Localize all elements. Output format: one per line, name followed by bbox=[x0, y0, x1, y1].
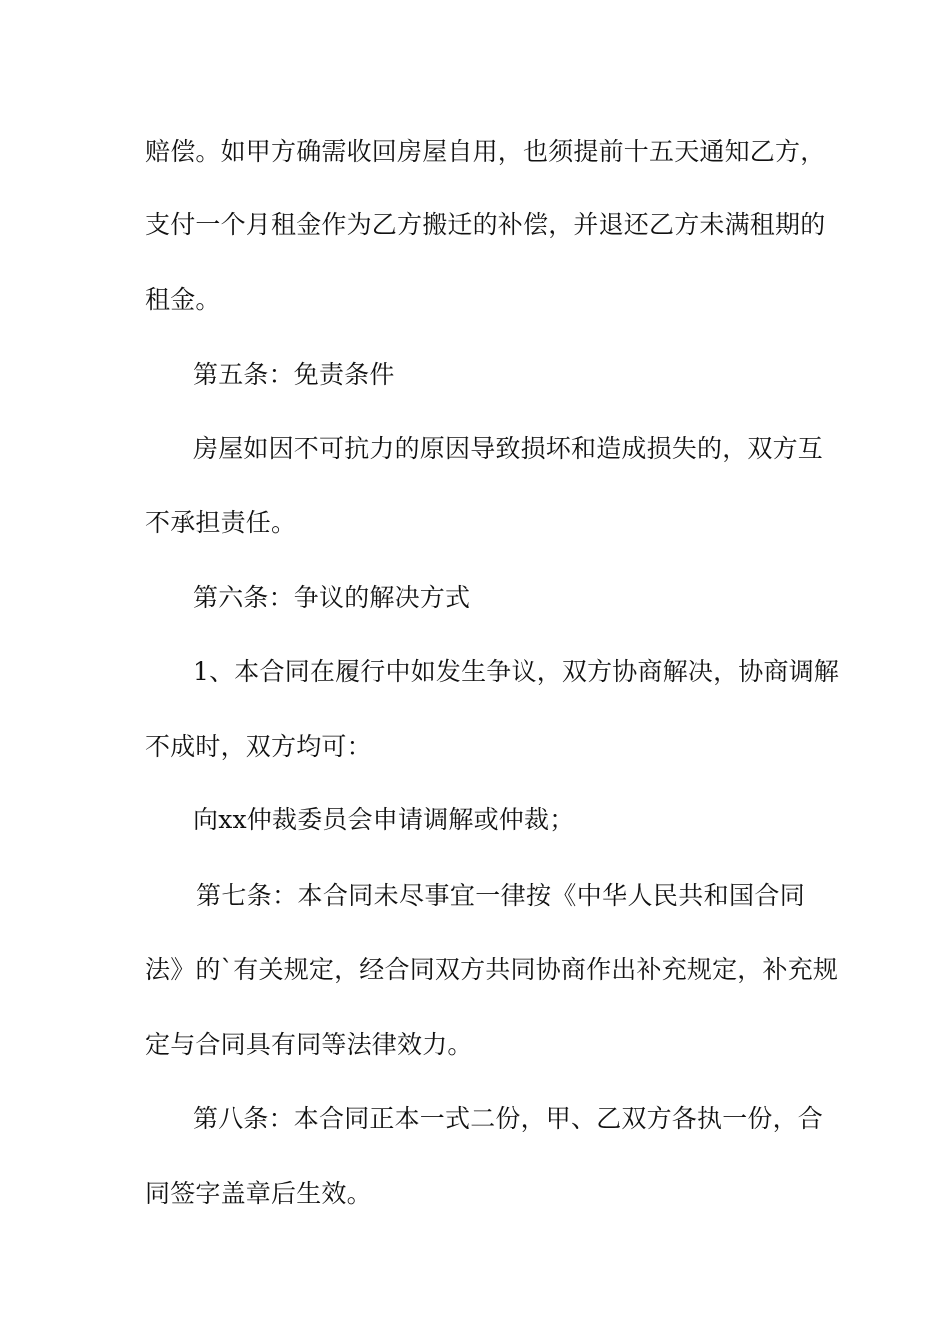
article-7-line-3: 定与合同具有同等法律效力。 bbox=[145, 1030, 473, 1059]
article-7-line-2: 法》的`有关规定，经合同双方共同协商作出补充规定，补充规 bbox=[145, 955, 839, 984]
text-line-3: 租金。 bbox=[145, 285, 221, 314]
article-7-line-1: 第七条：本合同未尽事宜一律按《中华人民共和国合同 bbox=[196, 881, 805, 910]
text-line-8: 1、本合同在履行中如发生争议，双方协商解决，协商调解 bbox=[193, 657, 840, 686]
text-line-6: 不承担责任。 bbox=[145, 508, 297, 537]
article-6-heading: 第六条：争议的解决方式 bbox=[193, 583, 471, 612]
text-line-1: 赔偿。如甲方确需收回房屋自用，也须提前十五天通知乙方， bbox=[145, 137, 826, 166]
article-8-line-2: 同签字盖章后生效。 bbox=[145, 1179, 372, 1208]
text-line-10: 向xx仲裁委员会申请调解或仲裁； bbox=[193, 805, 575, 834]
text-line-9: 不成时，双方均可： bbox=[145, 732, 372, 761]
text-line-5: 房屋如因不可抗力的原因导致损坏和造成损失的，双方互 bbox=[193, 434, 824, 463]
article-5-heading: 第五条：免责条件 bbox=[193, 360, 395, 389]
text-line-2: 支付一个月租金作为乙方搬迁的补偿，并退还乙方未满租期的 bbox=[145, 210, 826, 239]
article-8-line-1: 第八条：本合同正本一式二份，甲、乙双方各执一份，合 bbox=[193, 1104, 824, 1133]
